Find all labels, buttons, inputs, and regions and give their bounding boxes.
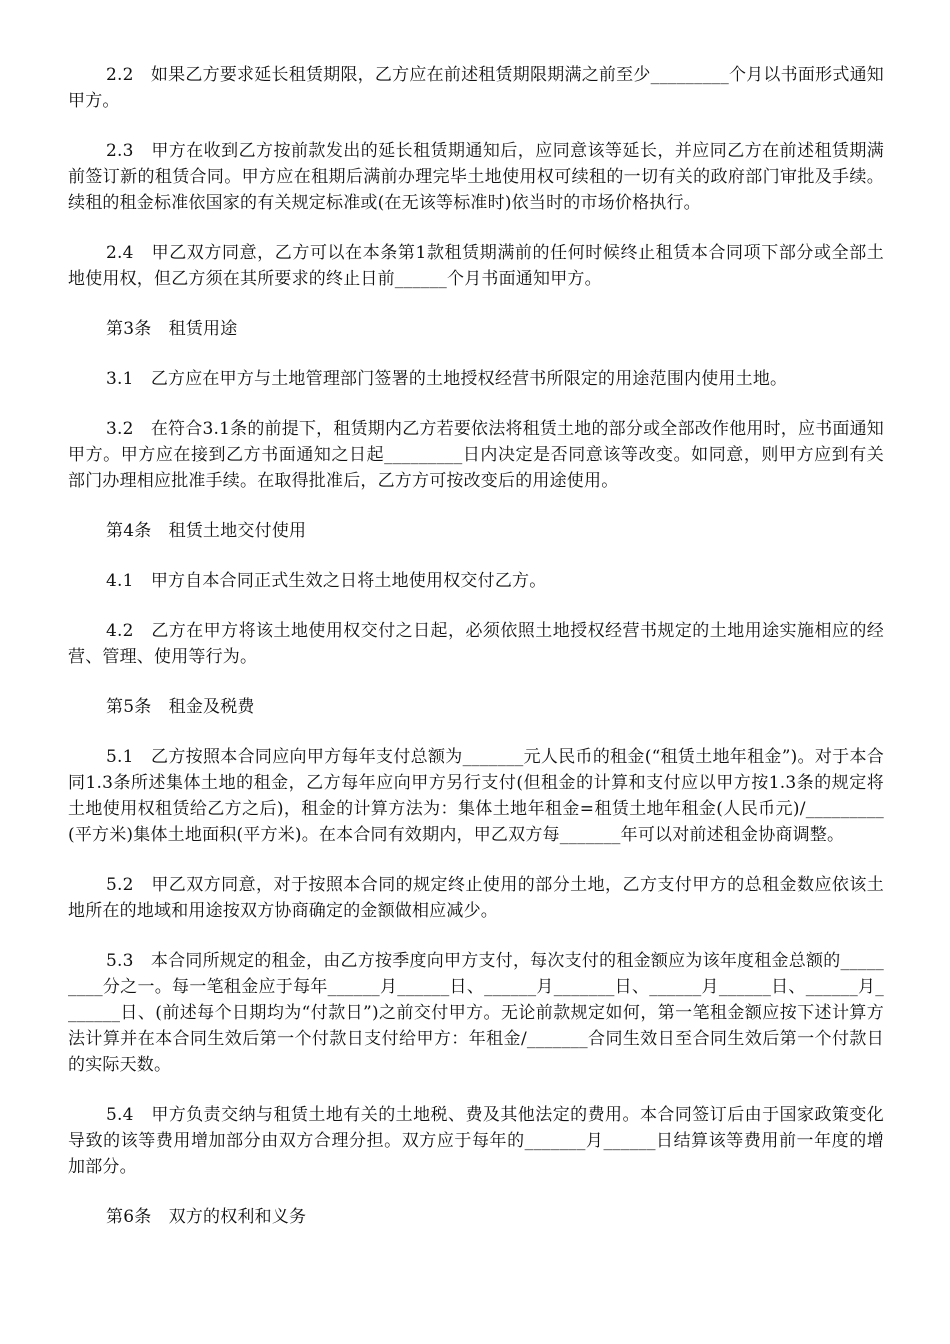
document-page [68, 62, 884, 1254]
clause-5-2: 5.2 甲乙双方同意，对于按照本合同的规定终止使用的部分土地，乙方支付甲方的总租金数应依该土地所在的地域和用途按双方协商确定的金额做相应减少。 [68, 875, 884, 921]
article-3-heading: 第3条 租赁用途 [106, 319, 238, 339]
clause-2-4: 2.4 甲乙双方同意，乙方可以在本条第1款租赁期满前的任何时候终止租赁本合同项下部分或全部土地使用权，但乙方须在其所要求的终止日前______个月书面通知甲方。 [68, 243, 884, 289]
clause-5-1: 5.1 乙方按照本合同应向甲方每年支付总额为_______元人民币的租金(“租赁土地年租金”)。对于本合同1.3条所述集体土地的租金，乙方每年应向甲方另行支付(但租金的计算和支付应以甲方按1.3条的规定将土地使用权租赁给乙方之后)，租金的计算方法为：集体土地年租金=租赁土地年租金(人民币元)/_________(平方米)集体土地面积(平方米)。在本合同有效期内，甲乙双方每_______年可以对前述租金协商调整。 [68, 747, 884, 845]
clause-4-1: 4.1 甲方自本合同正式生效之日将土地使用权交付乙方。 [106, 571, 547, 591]
clause-2-2: 2.2 如果乙方要求延长租赁期限，乙方应在前述租赁期限期满之前至少_________个月以书面形式通知甲方。 [68, 65, 884, 111]
clause-5-4: 5.4 甲方负责交纳与租赁土地有关的土地税、费及其他法定的费用。本合同签订后由于国家政策变化导致的该等费用增加部分由双方合理分担。双方应于每年的_______月______日结算该等费用前一年度的增加部分。 [68, 1105, 884, 1177]
article-4-heading: 第4条 租赁土地交付使用 [106, 521, 307, 541]
clause-3-1: 3.1 乙方应在甲方与土地管理部门签署的土地授权经营书所限定的用途范围内使用土地。 [106, 369, 788, 389]
article-6-heading: 第6条 双方的权利和义务 [106, 1207, 307, 1227]
clause-5-3: 5.3 本合同所规定的租金，由乙方按季度向甲方支付，每次支付的租金额应为该年度租金总额的_________分之一。每一笔租金应于每年______月______日、______月_______日、______月______日、______月_______日、(前述每个日期均为“付款日”)之前交付甲方。无论前款规定如何，第一笔租金额应按下述计算方法计算并在本合同生效后第一个付款日支付给甲方：年租金/_______合同生效日至合同生效后第一个付款日的实际天数。 [68, 951, 884, 1075]
article-5-heading: 第5条 租金及税费 [106, 697, 255, 717]
clause-2-3: 2.3 甲方在收到乙方按前款发出的延长租赁期通知后，应同意该等延长，并应同乙方在前述租赁期满前签订新的租赁合同。甲方应在租期后满前办理完毕土地使用权可续租的一切有关的政府部门审批及手续。续租的租金标准依国家的有关规定标准或(在无该等标准时)依当时的市场价格执行。 [68, 141, 884, 213]
clause-3-2: 3.2 在符合3.1条的前提下，租赁期内乙方若要依法将租赁土地的部分或全部改作他用时，应书面通知甲方。甲方应在接到乙方书面通知之日起_________日内决定是否同意该等改变。如同意，则甲方应到有关部门办理相应批准手续。在取得批准后，乙方方可按改变后的用途使用。 [68, 419, 884, 491]
clause-4-2: 4.2 乙方在甲方将该土地使用权交付之日起，必须依照土地授权经营书规定的土地用途实施相应的经营、管理、使用等行为。 [68, 621, 884, 667]
